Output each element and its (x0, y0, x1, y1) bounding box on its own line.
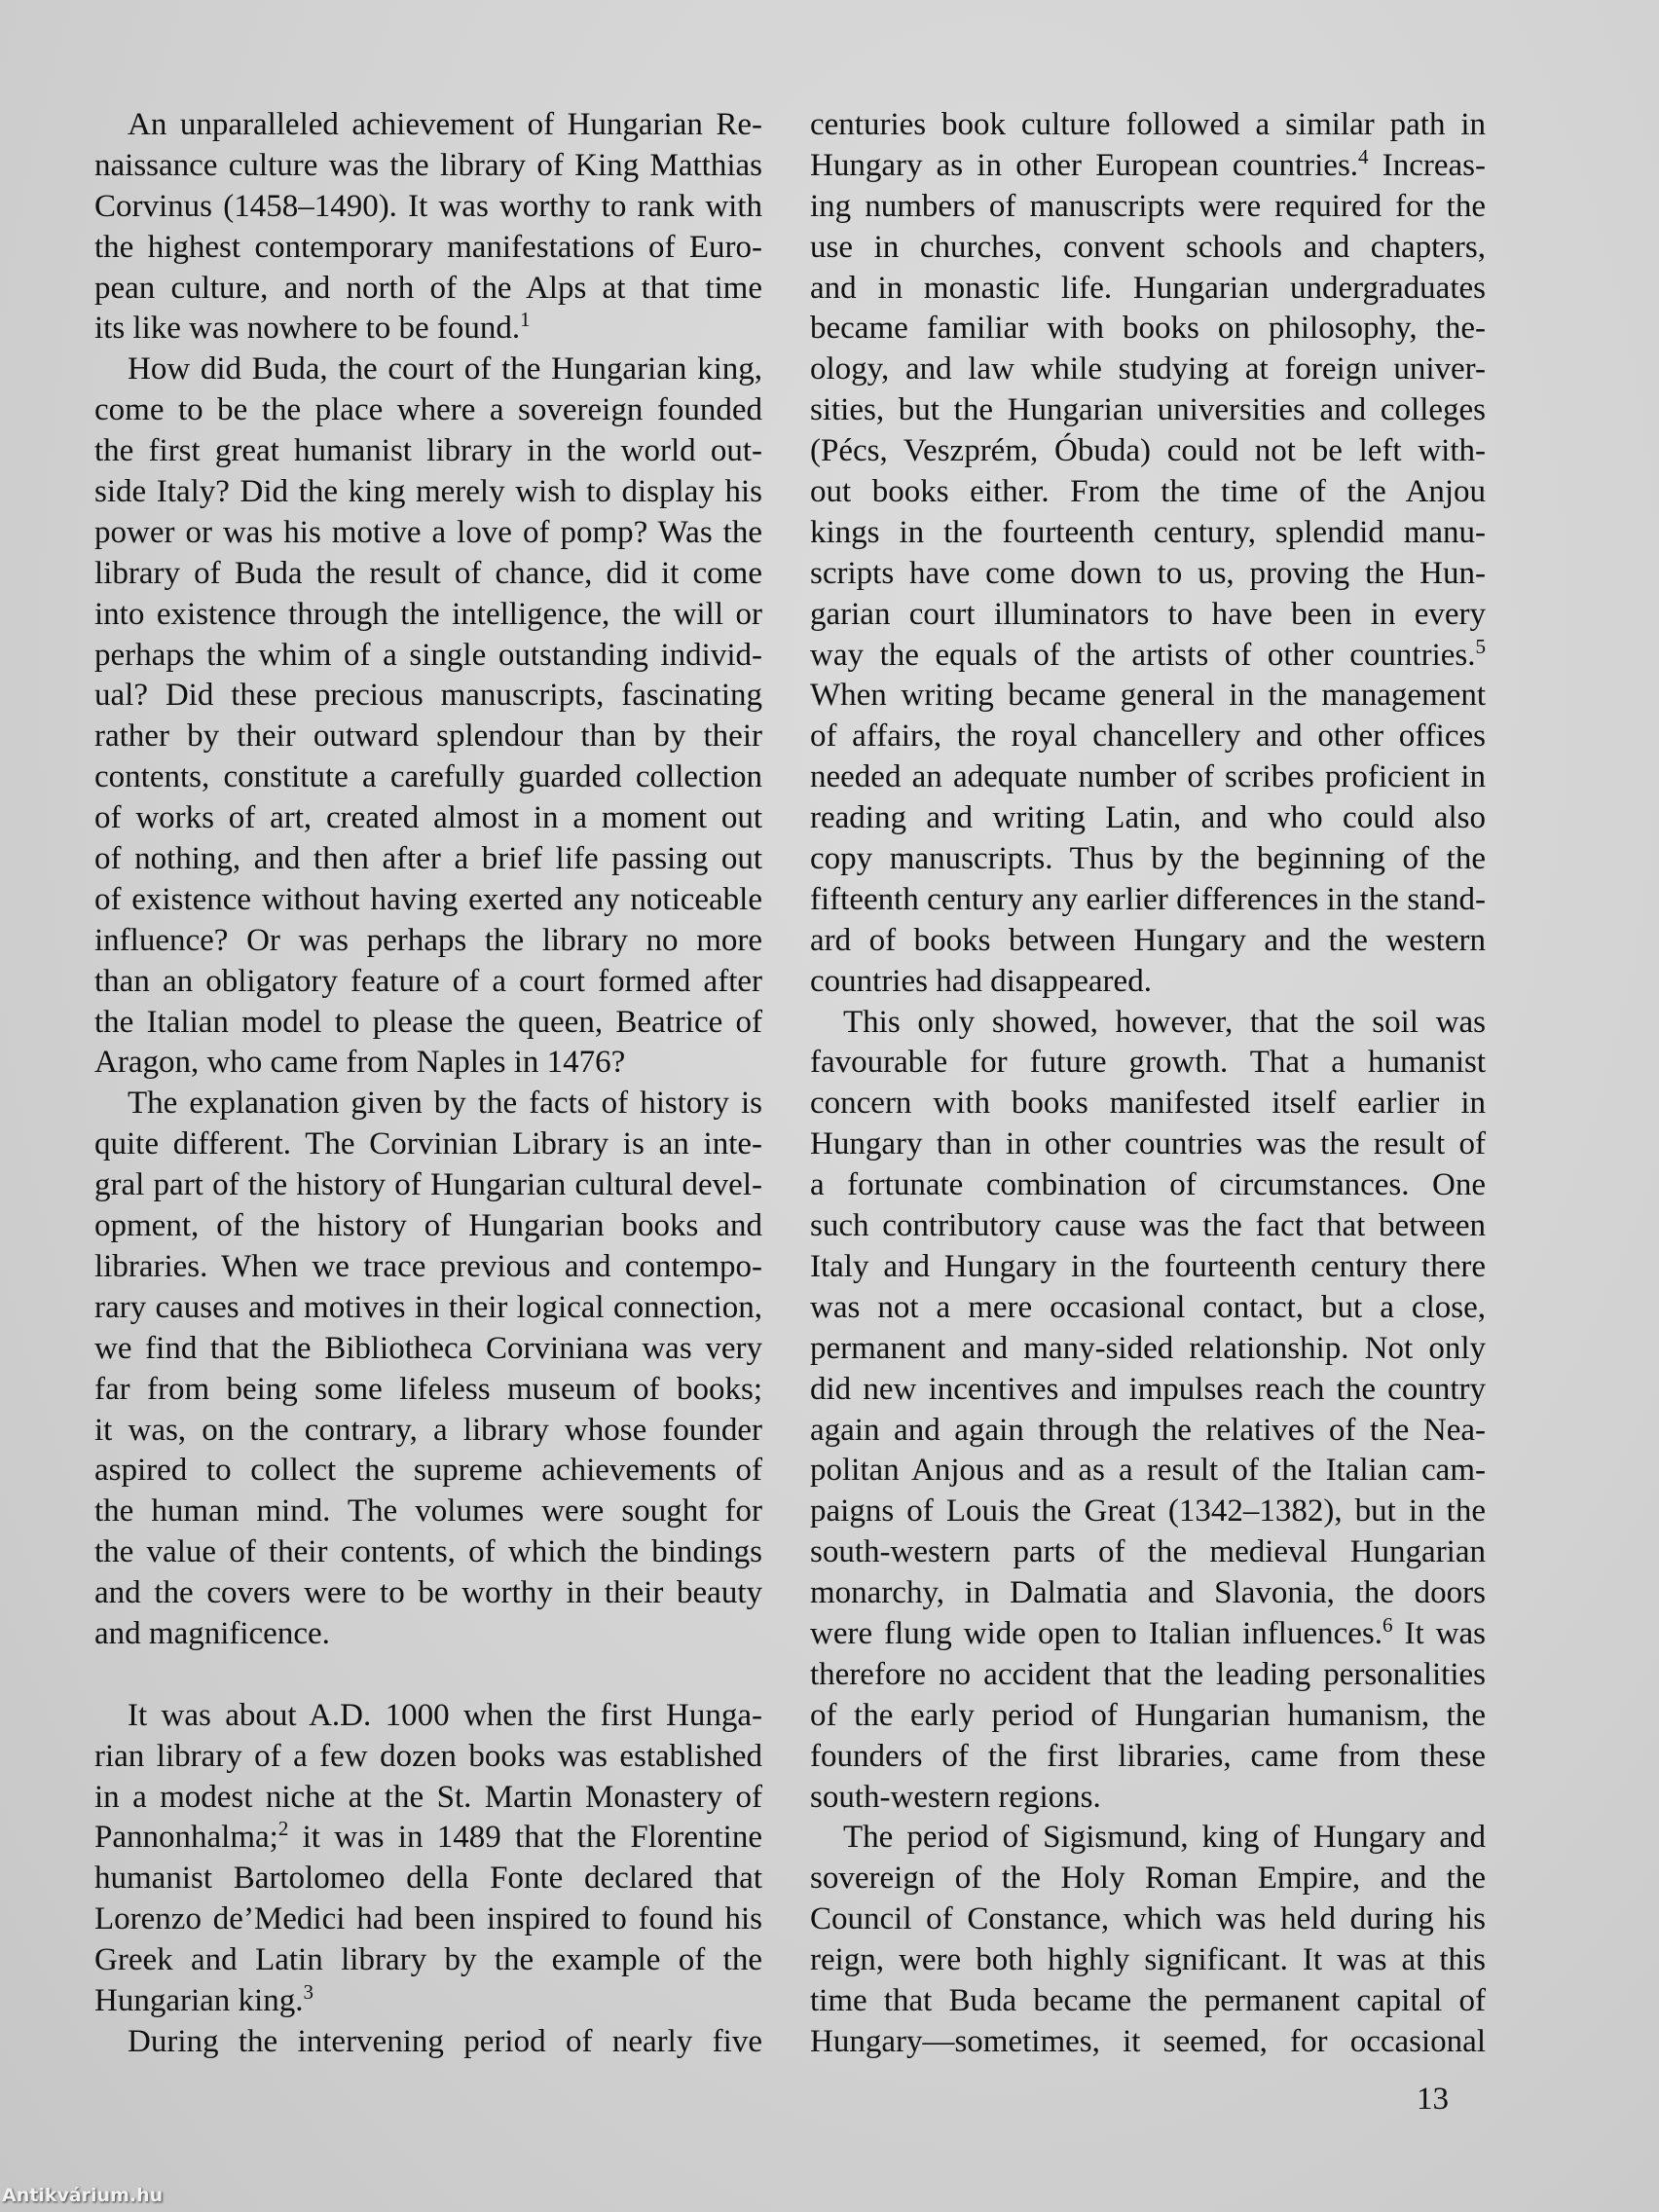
text-line: became familiar with books on philosophy, the- (810, 311, 1486, 347)
text-line: the highest contemporary manifestations of Euro- (94, 229, 762, 265)
text-line: sovereign of the Holy Roman Empire, and the (810, 1861, 1486, 1897)
text-line: than an obligatory feature of a court formed after (94, 963, 762, 999)
text-line: therefore no accident that the leading personalities (810, 1656, 1486, 1692)
text-line: reign, were both highly significant. It was at this (810, 1942, 1486, 1978)
text-line: countries had disappeared. (810, 963, 1152, 999)
text-line: permanent and many-sided relationship. Not only (810, 1330, 1486, 1366)
text-line: of affairs, the royal chancellery and other offices (810, 719, 1486, 755)
watermark: Antikvárium.hu (2, 2185, 164, 2206)
text-line: gral part of the history of Hungarian cultural devel- (94, 1167, 762, 1203)
text-line: Pannonhalma;$^2$ it was in 1489 that the Florentine (94, 1817, 762, 1856)
text-line: naissance culture was the library of King Matthias (94, 147, 762, 183)
text-line: south-western regions. (810, 1779, 1101, 1815)
text-line: the Italian model to please the queen, Beatrice of (94, 1004, 762, 1040)
text-line: The explanation given by the facts of history is (128, 1086, 762, 1122)
text-line: of the early period of Hungarian humanism, the (810, 1697, 1486, 1733)
text-line: It was about A.D. 1000 when the first Hunga- (128, 1697, 762, 1733)
text-line: centuries book culture followed a similar path in (810, 107, 1486, 142)
text-line: come to be the place where a sovereign founded (94, 392, 762, 428)
text-line: aspired to collect the supreme achievements of (94, 1453, 762, 1489)
text-line: kings in the fourteenth century, splendid manu- (810, 514, 1486, 550)
text-line: into existence through the intelligence, the will or (94, 596, 762, 632)
text-line: Hungary as in other European countries.$^4$ Increas- (810, 144, 1486, 183)
text-line: During the intervening period of nearly five (128, 2023, 762, 2059)
text-line: the first great humanist library in the world out- (94, 433, 762, 469)
text-line: politan Anjous and as a result of the Italian cam- (810, 1453, 1486, 1489)
text-line: How did Buda, the court of the Hungarian king, (128, 351, 762, 387)
text-line: sities, but the Hungarian universities and colleges (810, 392, 1486, 428)
text-line: we find that the Bibliotheca Corviniana was very (94, 1330, 762, 1366)
text-line: and magnificence. (94, 1615, 330, 1651)
text-line: its like was nowhere to be found.$^1$ (94, 308, 531, 347)
text-line: needed an adequate number of scribes proficient in (810, 759, 1486, 795)
text-line: ing numbers of manuscripts were required for the (810, 188, 1486, 224)
text-line: Italy and Hungary in the fourteenth century there (810, 1248, 1486, 1284)
text-line: Hungary than in other countries was the result of (810, 1126, 1486, 1162)
right-text-column (810, 105, 1486, 2063)
text-line: paigns of Louis the Great (1342–1382), but in the (810, 1493, 1486, 1530)
text-line: power or was his motive a love of pomp? Was the (94, 514, 762, 550)
text-line: scripts have come down to us, proving the Hun- (810, 555, 1486, 591)
text-line: rather by their outward splendour than by their (94, 719, 762, 755)
footnote-ref: 2 (277, 1817, 289, 1841)
text-line: libraries. When we trace previous and contempo- (94, 1248, 762, 1284)
text-line: of works of art, created almost in a moment out (94, 800, 762, 836)
footnote-ref: 5 (1475, 634, 1486, 658)
text-line: Greek and Latin library by the example of the (94, 1942, 762, 1978)
footnote-ref: 3 (303, 1979, 313, 2004)
text-line: quite different. The Corvinian Library is an inte- (94, 1126, 762, 1162)
text-line: Aragon, who came from Naples in 1476? (94, 1045, 626, 1081)
text-line: the value of their contents, of which the bindings (94, 1534, 762, 1570)
paragraph-gap (94, 1655, 762, 1696)
text-line: out books either. From the time of the Anjou (810, 474, 1486, 510)
text-line: and in monastic life. Hungarian undergraduates (810, 270, 1486, 306)
text-line: When writing became general in the management (810, 678, 1486, 714)
page-number: 13 (1417, 2082, 1449, 2117)
footnote-ref: 1 (520, 308, 531, 332)
text-line: south-western parts of the medieval Hungarian (810, 1534, 1486, 1570)
text-line: again and again through the relatives of the Nea- (810, 1412, 1486, 1448)
text-line: perhaps the whim of a single outstanding individ- (94, 637, 762, 673)
text-line: pean culture, and north of the Alps at that time (94, 270, 762, 306)
text-line: Hungary—sometimes, it seemed, for occasional (810, 2023, 1486, 2059)
text-line: garian court illuminators to have been in every (810, 596, 1486, 632)
text-line: library of Buda the result of chance, did it come (94, 555, 762, 591)
text-line: were flung wide open to Italian influences.$^6$ It was (810, 1612, 1486, 1651)
text-line: humanist Bartolomeo della Fonte declared that (94, 1861, 762, 1897)
text-line: did new incentives and impulses reach the country (810, 1371, 1486, 1407)
text-line: monarchy, in Dalmatia and Slavonia, the doors (810, 1575, 1486, 1611)
text-line: influence? Or was perhaps the library no more (94, 922, 762, 958)
text-line: way the equals of the artists of other countries.$^5$ (810, 634, 1486, 673)
text-line: opment, of the history of Hungarian books and (94, 1208, 762, 1244)
text-line: ology, and law while studying at foreign univer- (810, 351, 1486, 387)
text-line: Hungarian king.$^3$ (94, 1979, 313, 2018)
text-line: ard of books between Hungary and the western (810, 922, 1486, 958)
text-line: side Italy? Did the king merely wish to display his (94, 474, 762, 510)
text-line: concern with books manifested itself earlier in (810, 1086, 1486, 1122)
footnote-ref: 6 (1382, 1612, 1393, 1637)
text-line: was not a mere occasional contact, but a close, (810, 1289, 1486, 1325)
text-line: Lorenzo de’Medici had been inspired to found his (94, 1901, 762, 1937)
text-line: Corvinus (1458–1490). It was worthy to rank with (94, 188, 762, 224)
text-line: ual? Did these precious manuscripts, fascinating (94, 678, 762, 714)
text-line: far from being some lifeless museum of books; (94, 1371, 762, 1407)
text-line: founders of the first libraries, came from these (810, 1738, 1486, 1774)
text-line: of nothing, and then after a brief life passing out (94, 841, 762, 877)
text-line: of existence without having exerted any noticeable (94, 881, 762, 917)
footnote-ref: 4 (1358, 144, 1369, 168)
text-line: and the covers were to be worthy in their beauty (94, 1575, 762, 1611)
text-line: An unparalleled achievement of Hungarian Re- (128, 107, 762, 142)
text-line: time that Buda became the permanent capital of (810, 1982, 1486, 2018)
text-line: a fortunate combination of circumstances. One (810, 1167, 1486, 1203)
text-line: This only showed, however, that the soil was (843, 1004, 1486, 1040)
text-line: in a modest niche at the St. Martin Monastery of (94, 1779, 762, 1815)
text-line: it was, on the contrary, a library whose founder (94, 1412, 762, 1448)
text-line: reading and writing Latin, and who could also (810, 800, 1486, 836)
text-line: such contributory cause was the fact that between (810, 1208, 1486, 1244)
text-line: fifteenth century any earlier differences in the stand- (810, 881, 1486, 917)
left-text-column (94, 105, 762, 2063)
text-line: contents, constitute a carefully guarded collection (94, 759, 762, 795)
text-line: The period of Sigismund, king of Hungary and (843, 1820, 1486, 1856)
text-line: use in churches, convent schools and chapters, (810, 229, 1486, 265)
text-line: the human mind. The volumes were sought for (94, 1493, 762, 1530)
text-line: Council of Constance, which was held during his (810, 1901, 1486, 1937)
text-line: (Pécs, Veszprém, Óbuda) could not be left with- (810, 433, 1486, 469)
text-line: rian library of a few dozen books was established (94, 1738, 762, 1774)
text-line: copy manuscripts. Thus by the beginning of the (810, 841, 1486, 877)
text-line: favourable for future growth. That a humanist (810, 1045, 1486, 1081)
text-line: rary causes and motives in their logical connection, (94, 1289, 762, 1325)
